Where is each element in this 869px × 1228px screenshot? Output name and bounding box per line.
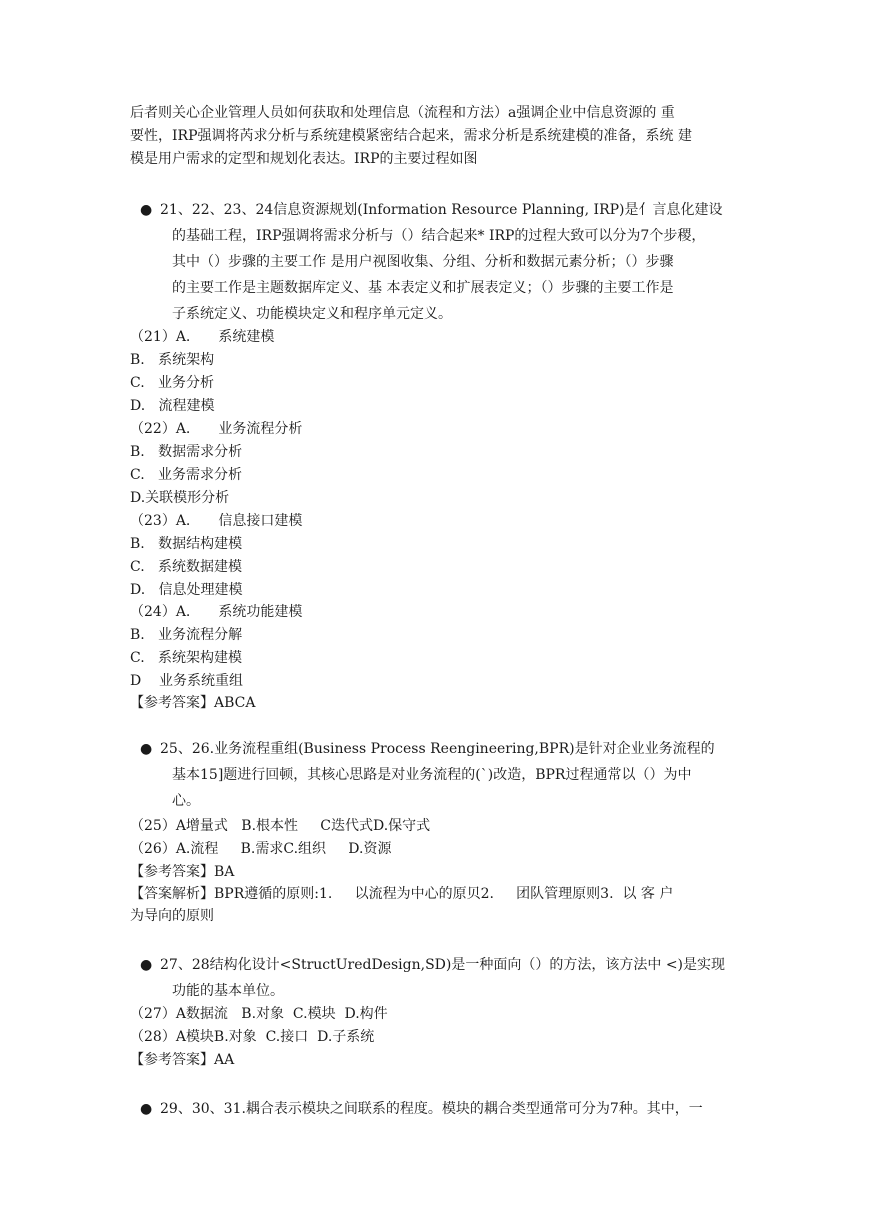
option-line: （28）A模块B.对象 C.接口 D.子系统 xyxy=(130,1029,375,1045)
bullet-icon: ● xyxy=(140,202,153,218)
option-line: B. 系统架构 xyxy=(130,352,215,368)
intro-line: 后者则关心企业管理人员如何获取和处理信息（流程和方法）a强调企业中信息资源的 重 xyxy=(130,105,675,121)
question-line: 的基础工程，IRP强调将需求分析与（）结合起来* IRP的过程大致可以分为7个步稷， xyxy=(172,228,706,244)
option-line: C. 业务需求分析 xyxy=(130,467,243,483)
bullet-icon: ● xyxy=(140,1101,153,1117)
intro-paragraph xyxy=(130,102,740,171)
option-line: C. 系统架构建模 xyxy=(130,650,243,666)
answer-line: 【参考答案】BA xyxy=(130,864,235,880)
intro-line: 模是用户需求的定型和规划化表达。IRP的主要过程如图 xyxy=(130,151,478,167)
option-line: （22）A. 业务流程分析 xyxy=(130,421,303,437)
option-line: C. 业务分析 xyxy=(130,375,215,391)
bullet-icon: ● xyxy=(140,957,153,973)
answer-line: 【参考答案】ABCA xyxy=(130,695,256,711)
option-line: D. 流程建模 xyxy=(130,398,215,414)
question-line: 心。 xyxy=(172,793,200,809)
option-line: （26）A.流程 B.需求C.组织 D.资源 xyxy=(130,841,392,857)
option-line: D. 信息处理建模 xyxy=(130,582,243,598)
intro-line: 要性，IRP强调将芮求分析与系统建模紧密结合起来，需求分析是系统建模的准备，系统 建 xyxy=(130,128,692,144)
question-line: 29、30、31.耦合表示模块之间联系的程度。模块的耦合类型通常可分为7种。其中，一 xyxy=(160,1101,703,1117)
option-line: （25）A增量式 B.根本性 C迭代式D.保守式 xyxy=(130,818,431,834)
option-line: （24）A. 系统功能建模 xyxy=(130,604,303,620)
option-line: B. 数据需求分析 xyxy=(130,444,243,460)
question-line: 其中（）步骤的主要工作 是用户视图收集、分组、分析和数据元素分析；（）步骤 xyxy=(172,254,674,270)
option-line: B. 业务流程分解 xyxy=(130,627,243,643)
option-line: （23）A. 信息接口建模 xyxy=(130,513,303,529)
question-line: 的主要工作是主题数据库定义、基 本表定义和扩展表定义；（）步骤的主要工作是 xyxy=(172,280,674,296)
question-line: 基本15]题进行回顿，其核心思路是对业务流程的(`)改造，BPR过程通常以（）为中 xyxy=(172,767,692,783)
question-line: 子系统定义、功能模块定义和程序单元定义。 xyxy=(172,306,452,322)
question-21-24 xyxy=(140,197,740,327)
question-25-26 xyxy=(140,736,740,814)
question-29-31 xyxy=(140,1096,740,1122)
question-line: 27、28结构化设计<StructUredDesign,SD)是一种面向（）的方法，该方法中 <)是实现 xyxy=(160,957,726,973)
question-line: 功能的基本单位。 xyxy=(172,983,284,999)
question-line: 25、26.业务流程重组(Business Process Reengineering,BPR)是针对企业业务流程的 xyxy=(160,741,715,757)
answer-line: 【参考答案】AA xyxy=(130,1052,235,1068)
option-line: D 业务系统重组 xyxy=(130,673,244,689)
bullet-icon: ● xyxy=(140,741,153,757)
question-line: 21、22、23、24信息资源规划(Information Resource Planning, IRP)是亻言息化建设 xyxy=(160,202,723,218)
option-line: B. 数据结构建模 xyxy=(130,536,243,552)
analysis-line: 【答案解析】BPR遵循的原则:1. 以流程为中心的原贝2. 团队管理原则3. 以 客 户 xyxy=(130,886,674,902)
option-line: （27）A数据流 B.对象 C.模块 D.构件 xyxy=(130,1006,388,1022)
question-27-28 xyxy=(140,952,740,1004)
analysis-line: 为导向的原则 xyxy=(130,908,214,924)
option-line: D.关联模形分析 xyxy=(130,490,230,506)
option-line: （21）A. 系统建模 xyxy=(130,329,275,345)
option-line: C. 系统数据建模 xyxy=(130,559,243,575)
